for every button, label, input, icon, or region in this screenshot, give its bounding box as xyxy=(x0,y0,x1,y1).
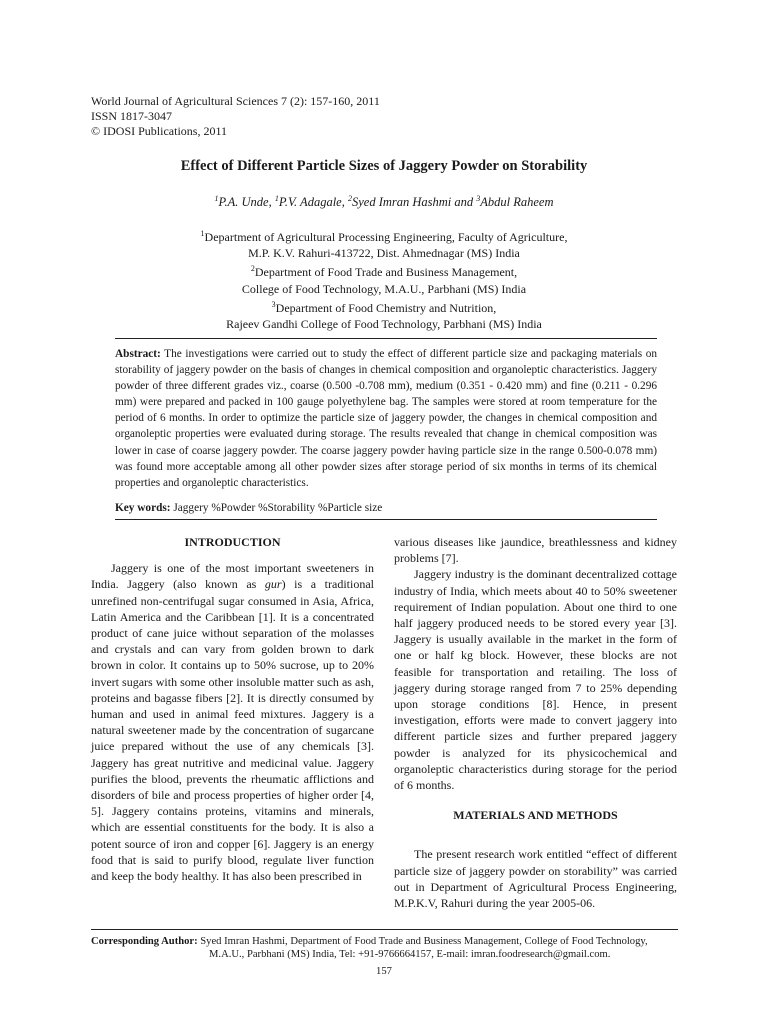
abstract xyxy=(115,346,657,491)
copyright: © IDOSI Publications, 2011 xyxy=(91,124,228,138)
affiliation-line xyxy=(0,261,768,280)
author-affil-mark: 1 xyxy=(274,194,279,203)
author-name: P.A. Unde, xyxy=(218,195,275,210)
abstract-label: Abstract: xyxy=(115,348,161,360)
left-column xyxy=(91,534,374,884)
corresponding-text: Syed Imran Hashmi, Department of Food Trade and Business Management, College of Food Technology, xyxy=(197,936,648,947)
corresponding-label: Corresponding Author: xyxy=(91,936,198,947)
author-affil-mark: 3 xyxy=(476,194,481,203)
author-affil-mark: 2 xyxy=(347,194,352,203)
affiliation-text: Department of Food Trade and Business Management, xyxy=(254,265,518,280)
author-name: Abdul Raheem xyxy=(480,195,554,210)
footnote-rule xyxy=(91,929,678,930)
methods-paragraph: The present research work entitled “effect of different particle size of jaggery powder on storability” was carried out in Department of Agricultural Process Engineering, M.P.K.V, Rahuri during the year 2005-06. xyxy=(394,847,677,911)
affiliation-line: Rajeev Gandhi College of Food Technology, Parbhani (MS) India xyxy=(226,317,542,332)
author-affil-mark: 1 xyxy=(214,194,219,203)
italic-term: gur xyxy=(264,577,282,592)
corresponding-author xyxy=(91,934,648,950)
affil-mark: 3 xyxy=(271,299,276,309)
corresponding-contact: M.A.U., Parbhani (MS) India, Tel: +91-9766664157, E-mail: imran.foodresearch@gmail.com. xyxy=(209,949,611,960)
introduction-paragraph: Jaggery industry is the dominant decentralized cottage industry of India, which meets about 40 to 50% sweetener requirement of Indian population. About one third to one half jaggery produced needs to be stored every year [3]. Jaggery is usually available in the market in the form of one or half kg block. However, these blocks are not feasible for transportation and retailing. The loss of jaggery during storage ranged from 7 to 25% depending upon storage conditions [8]. Hence, in present investigation, efforts were made to convert jaggery into different particle sizes and further prepared jaggery powder is analyzed for its physicochemical and organoleptic characteristics during storage for the period of 6 months. xyxy=(394,567,677,793)
paragraph-text: Jaggery is one of the most important sweeteners in India. Jaggery (also known as xyxy=(91,561,374,592)
journal-header xyxy=(91,94,380,139)
affiliation-line xyxy=(0,297,768,316)
keywords-label: Key words: xyxy=(115,502,171,514)
keywords-text: Jaggery %Powder %Storability %Particle size xyxy=(170,502,383,514)
affiliation-line: College of Food Technology, M.A.U., Parbhani (MS) India xyxy=(241,281,527,296)
journal-citation: World Journal of Agricultural Sciences 7 (2): 157-160, 2011 xyxy=(91,94,380,108)
page-number: 157 xyxy=(376,966,392,977)
introduction-continued: various diseases like jaundice, breathlessness and kidney problems [7]. xyxy=(394,535,677,566)
introduction-paragraph xyxy=(91,560,374,884)
affiliations xyxy=(0,226,768,332)
affil-mark: 2 xyxy=(250,264,255,274)
paragraph-text: ) is a traditional unrefined non-centrifugal sugar consumed in Asia, Africa, Latin America and the Caribbean [1]. It is a concentrated product of cane juice without separation of the molasses and crystals and can vary from golden brown to dark brown in color. It contains up to 50% sucrose, up to 20% invert sugars with some other insoluble matter such as ash, proteins and bagasse fibers [2]. It is directly consumed by human and used in animal feed mixtures. Jaggery is a natural sweetener made by the concentration of sugarcane juice prepared without the use of any chemicals [3]. Jaggery has great nutritive and medicinal value. Jaggery purifies the blood, prevents the rheumatic afflictions and disorders of bile and process properties of higher order [4, 5]. Jaggery contains proteins, vitamins and minerals, which are essential constituents for the body. It is also a potent source of iron and copper [6]. Jaggery is an energy food that is said to purify blood, regulate liver function and keep the body healthy. It has also been prescribed in xyxy=(91,577,374,884)
issn: ISSN 1817-3047 xyxy=(91,109,173,123)
keywords xyxy=(115,502,382,514)
keywords-bottom-rule xyxy=(115,519,657,520)
right-column xyxy=(394,534,677,911)
author-list xyxy=(0,194,768,210)
paper-title: Effect of Different Particle Sizes of Jaggery Powder on Storability xyxy=(180,158,588,174)
abstract-text: The investigations were carried out to study the effect of different particle size and packaging materials on storability of jaggery powder on the basis of changes in chemical composition and organoleptic characteristics. Jaggery powder of three different grades viz., coarse (0.500 -0.708 mm), medium (0.351 - 0.420 mm) and fine (0.211 - 0.296 mm) were prepared and packed in 100 gauge polyethylene bag. The samples were stored at room temperature for the period of 6 months. In order to optimize the particle size of jaggery powder, the changes in chemical composition and organoleptic properties were evaluated during storage. The results revealed that change in chemical composition was lower in case of coarse jaggery powder. The coarse jaggery powder having particle size in the range 0.500-0.078 mm) was found more acceptable among all other powder sizes after storage period of six months in terms of its chemical properties and organoleptic characteristics. xyxy=(115,348,657,489)
methods-heading: MATERIALS AND METHODS xyxy=(453,808,618,823)
affiliation-text: Department of Food Chemistry and Nutrition, xyxy=(275,300,497,315)
author-name: Syed Imran Hashmi and xyxy=(351,195,477,210)
affiliation-line: M.P. K.V. Rahuri-413722, Dist. Ahmednagar (MS) India xyxy=(248,246,520,261)
affil-mark: 1 xyxy=(200,229,205,238)
affiliation-line xyxy=(0,226,768,245)
introduction-heading: INTRODUCTION xyxy=(184,535,281,549)
author-name: P.V. Adagale, xyxy=(278,195,348,210)
abstract-top-rule xyxy=(115,338,657,339)
affiliation-text: Department of Agricultural Processing Engineering, Faculty of Agriculture, xyxy=(204,230,568,244)
